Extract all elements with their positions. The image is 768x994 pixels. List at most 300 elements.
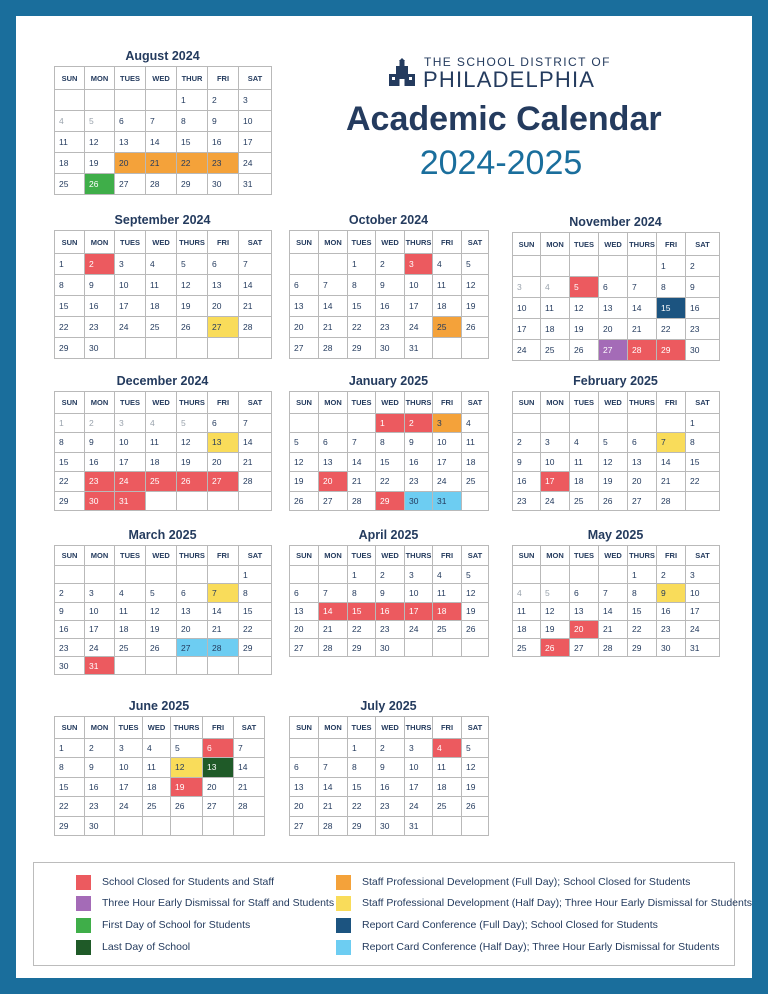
day-cell: 20: [290, 317, 319, 338]
weekday-header: WED: [599, 546, 628, 566]
weekday-header: THURS: [405, 717, 433, 739]
day-cell: 5: [146, 584, 177, 602]
weekday-header-row: [55, 546, 272, 566]
day-cell: 22: [348, 317, 376, 338]
day-cell: 13: [319, 452, 348, 472]
day-cell: 1: [55, 254, 85, 275]
day-cell: 29: [348, 638, 376, 656]
day-cell: 24: [115, 317, 146, 338]
legend: [33, 862, 753, 966]
weekday-header: FRI: [208, 67, 239, 90]
week-row: [55, 738, 265, 758]
day-cell: 5: [462, 738, 489, 758]
month-grid: [512, 545, 720, 657]
empty-day-cell: [115, 338, 146, 359]
weekday-header: FRI: [208, 546, 239, 566]
day-cell: 27: [177, 638, 208, 656]
empty-day-cell: [208, 657, 239, 675]
day-cell: 21: [348, 472, 376, 492]
empty-day-cell: [599, 256, 628, 277]
day-cell: 3: [85, 584, 115, 602]
day-cell: 5: [599, 433, 628, 453]
week-row: [290, 602, 489, 620]
day-cell: 7: [234, 738, 265, 758]
empty-day-cell: [657, 413, 686, 433]
day-cell: 5: [541, 584, 570, 602]
weekday-header: TUES: [570, 233, 599, 256]
day-cell: 4: [462, 413, 489, 433]
day-cell: 21: [319, 797, 348, 817]
day-cell: 17: [115, 452, 146, 472]
empty-day-cell: [115, 90, 146, 111]
weekday-header: MON: [85, 546, 115, 566]
day-cell: 11: [570, 452, 599, 472]
weekday-header-row: [55, 717, 265, 739]
month-grid: [289, 230, 489, 359]
day-cell: 22: [686, 472, 720, 492]
weekday-header-row: [290, 717, 489, 739]
week-row: [513, 319, 720, 340]
week-row: [513, 452, 720, 472]
day-cell: 28: [319, 338, 348, 359]
empty-day-cell: [462, 491, 489, 511]
weekday-header: TUES: [348, 231, 376, 254]
week-row: [55, 584, 272, 602]
weekday-header: TUES: [115, 717, 143, 739]
week-row: [55, 111, 272, 132]
day-cell: 12: [146, 602, 177, 620]
empty-day-cell: [513, 566, 541, 584]
day-cell: 14: [599, 602, 628, 620]
day-cell: 7: [146, 111, 177, 132]
day-cell: 16: [405, 452, 433, 472]
weekday-header: SAT: [462, 717, 489, 739]
day-cell: 2: [85, 413, 115, 433]
weekday-header: TUES: [348, 392, 376, 414]
week-row: [290, 620, 489, 638]
day-cell: 5: [462, 566, 489, 584]
week-row: [513, 472, 720, 492]
month-title: January 2025: [348, 374, 429, 388]
empty-day-cell: [348, 413, 376, 433]
day-cell: 15: [348, 296, 376, 317]
day-cell: 8: [348, 584, 376, 602]
day-cell: 18: [541, 319, 570, 340]
day-cell: 4: [146, 413, 177, 433]
weekday-header-row: [290, 546, 489, 566]
week-row: [55, 132, 272, 153]
week-row: [55, 816, 265, 836]
day-cell: 13: [208, 275, 239, 296]
month-grid: [54, 391, 272, 511]
weekday-header: SAT: [239, 546, 272, 566]
day-cell: 6: [208, 413, 239, 433]
weekday-header: SAT: [239, 392, 272, 414]
day-cell: 11: [143, 758, 171, 778]
day-cell: 26: [171, 797, 203, 817]
empty-day-cell: [290, 738, 319, 758]
empty-day-cell: [239, 491, 272, 511]
district-logo: [387, 55, 637, 95]
weekday-header: MON: [85, 67, 115, 90]
day-cell: 27: [208, 317, 239, 338]
legend-label: Staff Professional Development (Full Day); School Closed for Students: [362, 876, 691, 888]
day-cell: 20: [115, 153, 146, 174]
day-cell: 10: [239, 111, 272, 132]
day-cell: 16: [85, 452, 115, 472]
month-grid: [289, 391, 489, 511]
day-cell: 1: [239, 566, 272, 584]
empty-day-cell: [239, 657, 272, 675]
day-cell: 11: [115, 602, 146, 620]
day-cell: 12: [462, 758, 489, 778]
weekday-header-row: [513, 546, 720, 566]
day-cell: 2: [376, 738, 405, 758]
weekday-header: THUR: [177, 67, 208, 90]
day-cell: 6: [203, 738, 234, 758]
day-cell: 3: [405, 254, 433, 275]
empty-day-cell: [433, 638, 462, 656]
day-cell: 3: [239, 90, 272, 111]
empty-day-cell: [146, 338, 177, 359]
day-cell: 16: [85, 296, 115, 317]
day-cell: 22: [628, 620, 657, 638]
day-cell: 31: [115, 491, 146, 511]
day-cell: 23: [376, 797, 405, 817]
week-row: [290, 452, 489, 472]
day-cell: 25: [570, 491, 599, 511]
day-cell: 5: [462, 254, 489, 275]
day-cell: 26: [570, 340, 599, 361]
empty-day-cell: [570, 566, 599, 584]
weekday-header: THURS: [628, 392, 657, 414]
day-cell: 25: [541, 340, 570, 361]
weekday-header: THURS: [628, 546, 657, 566]
weekday-header: SAT: [239, 67, 272, 90]
day-cell: 8: [55, 433, 85, 453]
day-cell: 25: [143, 797, 171, 817]
day-cell: 22: [55, 317, 85, 338]
calendar-page: [16, 16, 752, 978]
day-cell: 19: [177, 296, 208, 317]
weekday-header: SUN: [290, 392, 319, 414]
day-cell: 10: [513, 298, 541, 319]
day-cell: 23: [85, 317, 115, 338]
day-cell: 10: [115, 275, 146, 296]
day-cell: 4: [146, 254, 177, 275]
day-cell: 10: [433, 433, 462, 453]
day-cell: 24: [115, 797, 143, 817]
weekday-header: SUN: [55, 546, 85, 566]
day-cell: 14: [146, 132, 177, 153]
day-cell: 5: [85, 111, 115, 132]
day-cell: 26: [462, 797, 489, 817]
week-row: [290, 777, 489, 797]
week-row: [55, 452, 272, 472]
empty-day-cell: [234, 816, 265, 836]
empty-day-cell: [239, 338, 272, 359]
empty-day-cell: [513, 413, 541, 433]
day-cell: 3: [405, 566, 433, 584]
day-cell: 13: [290, 777, 319, 797]
weekday-header: FRI: [208, 392, 239, 414]
week-row: [55, 472, 272, 492]
empty-day-cell: [115, 566, 146, 584]
month-grid: [54, 66, 272, 195]
legend-swatch: [76, 875, 91, 890]
day-cell: 30: [376, 816, 405, 836]
day-cell: 11: [462, 433, 489, 453]
week-row: [290, 758, 489, 778]
weekday-header: TUES: [570, 546, 599, 566]
day-cell: 9: [208, 111, 239, 132]
weekday-header: MON: [85, 231, 115, 254]
day-cell: 1: [177, 90, 208, 111]
day-cell: 25: [462, 472, 489, 492]
weekday-header: SUN: [55, 717, 85, 739]
day-cell: 1: [376, 413, 405, 433]
month-title: June 2025: [128, 699, 190, 713]
day-cell: 15: [686, 452, 720, 472]
week-row: [290, 816, 489, 836]
week-row: [55, 566, 272, 584]
month-title: February 2025: [573, 374, 658, 388]
day-cell: 22: [376, 472, 405, 492]
day-cell: 11: [433, 275, 462, 296]
day-cell: 3: [115, 413, 146, 433]
month-grid: [54, 716, 265, 836]
day-cell: 10: [686, 584, 720, 602]
day-cell: 18: [55, 153, 85, 174]
weekday-header: SUN: [513, 546, 541, 566]
day-cell: 22: [348, 620, 376, 638]
day-cell: 20: [203, 777, 234, 797]
weekday-header: THURS: [171, 717, 203, 739]
week-row: [55, 275, 272, 296]
day-cell: 16: [657, 602, 686, 620]
weekday-header: MON: [85, 392, 115, 414]
legend-label: School Closed for Students and Staff: [102, 876, 274, 888]
day-cell: 5: [177, 254, 208, 275]
day-cell: 29: [628, 638, 657, 656]
month-title: November 2024: [569, 215, 662, 229]
day-cell: 12: [290, 452, 319, 472]
weekday-header: TUES: [570, 392, 599, 414]
day-cell: 19: [462, 296, 489, 317]
day-cell: 12: [570, 298, 599, 319]
day-cell: 9: [376, 758, 405, 778]
day-cell: 22: [239, 620, 272, 638]
empty-day-cell: [686, 491, 720, 511]
day-cell: 30: [376, 638, 405, 656]
day-cell: 26: [177, 472, 208, 492]
day-cell: 2: [405, 413, 433, 433]
weekday-header: WED: [146, 231, 177, 254]
day-cell: 14: [239, 275, 272, 296]
month-grid: [512, 391, 720, 511]
day-cell: 25: [433, 317, 462, 338]
legend-label: First Day of School for Students: [102, 919, 251, 931]
day-cell: 10: [405, 584, 433, 602]
week-row: [290, 296, 489, 317]
day-cell: 27: [599, 340, 628, 361]
legend-label: Last Day of School: [102, 941, 191, 953]
logo-line-2: PHILADELPHIA: [423, 67, 596, 92]
weekday-header: WED: [376, 717, 405, 739]
weekday-header: SAT: [462, 231, 489, 254]
day-cell: 22: [657, 319, 686, 340]
day-cell: 8: [657, 277, 686, 298]
week-row: [513, 413, 720, 433]
day-cell: 10: [85, 602, 115, 620]
day-cell: 19: [541, 620, 570, 638]
day-cell: 12: [462, 584, 489, 602]
day-cell: 29: [239, 638, 272, 656]
day-cell: 3: [115, 254, 146, 275]
day-cell: 12: [177, 275, 208, 296]
day-cell: 12: [171, 758, 203, 778]
empty-day-cell: [208, 566, 239, 584]
legend-swatch: [336, 940, 351, 955]
day-cell: 20: [290, 797, 319, 817]
day-cell: 4: [55, 111, 85, 132]
weekday-header: MON: [319, 546, 348, 566]
month-grid: [289, 716, 489, 836]
day-cell: 1: [55, 738, 85, 758]
day-cell: 14: [628, 298, 657, 319]
week-row: [55, 153, 272, 174]
weekday-header: WED: [599, 233, 628, 256]
month-title: August 2024: [125, 49, 200, 63]
week-row: [513, 277, 720, 298]
week-row: [513, 620, 720, 638]
day-cell: 8: [348, 758, 376, 778]
day-cell: 3: [686, 566, 720, 584]
day-cell: 31: [405, 338, 433, 359]
legend-label: Three Hour Early Dismissal for Staff and Students: [102, 897, 335, 909]
week-row: [55, 777, 265, 797]
day-cell: 31: [405, 816, 433, 836]
day-cell: 4: [570, 433, 599, 453]
day-cell: 23: [85, 797, 115, 817]
weekday-header: SAT: [462, 546, 489, 566]
day-cell: 7: [239, 413, 272, 433]
day-cell: 4: [433, 738, 462, 758]
day-cell: 21: [239, 452, 272, 472]
day-cell: 19: [570, 319, 599, 340]
week-row: [290, 797, 489, 817]
weekday-header: FRI: [208, 231, 239, 254]
empty-day-cell: [203, 816, 234, 836]
day-cell: 24: [115, 472, 146, 492]
empty-day-cell: [462, 338, 489, 359]
day-cell: 1: [348, 566, 376, 584]
day-cell: 8: [239, 584, 272, 602]
weekday-header: THURS: [405, 392, 433, 414]
weekday-header: SUN: [513, 392, 541, 414]
day-cell: 29: [55, 338, 85, 359]
day-cell: 15: [55, 296, 85, 317]
empty-day-cell: [85, 90, 115, 111]
legend-label: Staff Professional Development (Half Day); Three Hour Early Dismissal for Students: [362, 897, 753, 909]
day-cell: 2: [513, 433, 541, 453]
week-row: [55, 174, 272, 195]
day-cell: 18: [115, 620, 146, 638]
day-cell: 9: [376, 584, 405, 602]
empty-day-cell: [177, 566, 208, 584]
day-cell: 1: [686, 413, 720, 433]
week-row: [290, 566, 489, 584]
empty-day-cell: [85, 566, 115, 584]
day-cell: 20: [570, 620, 599, 638]
weekday-header: SAT: [239, 231, 272, 254]
day-cell: 6: [115, 111, 146, 132]
day-cell: 26: [462, 620, 489, 638]
empty-day-cell: [208, 491, 239, 511]
empty-day-cell: [319, 254, 348, 275]
day-cell: 5: [177, 413, 208, 433]
day-cell: 24: [686, 620, 720, 638]
week-row: [55, 797, 265, 817]
day-cell: 23: [85, 472, 115, 492]
day-cell: 20: [177, 620, 208, 638]
day-cell: 20: [628, 472, 657, 492]
weekday-header: FRI: [433, 717, 462, 739]
weekday-header: WED: [143, 717, 171, 739]
day-cell: 14: [657, 452, 686, 472]
day-cell: 2: [657, 566, 686, 584]
day-cell: 28: [239, 472, 272, 492]
weekday-header: THURS: [405, 231, 433, 254]
day-cell: 5: [171, 738, 203, 758]
day-cell: 30: [376, 338, 405, 359]
week-row: [513, 566, 720, 584]
legend-swatch: [336, 875, 351, 890]
day-cell: 15: [177, 132, 208, 153]
week-row: [290, 584, 489, 602]
day-cell: 16: [208, 132, 239, 153]
day-cell: 11: [146, 275, 177, 296]
weekday-header: MON: [541, 392, 570, 414]
day-cell: 15: [628, 602, 657, 620]
day-cell: 7: [319, 758, 348, 778]
day-cell: 28: [599, 638, 628, 656]
day-cell: 2: [376, 566, 405, 584]
day-cell: 7: [208, 584, 239, 602]
weekday-header: MON: [319, 231, 348, 254]
day-cell: 25: [55, 174, 85, 195]
day-cell: 24: [541, 491, 570, 511]
day-cell: 23: [376, 620, 405, 638]
day-cell: 29: [348, 338, 376, 359]
weekday-header: SUN: [55, 231, 85, 254]
month-title: September 2024: [114, 213, 211, 227]
day-cell: 21: [599, 620, 628, 638]
weekday-header: FRI: [433, 546, 462, 566]
week-row: [290, 433, 489, 453]
day-cell: 13: [203, 758, 234, 778]
month-title: July 2025: [360, 699, 417, 713]
day-cell: 25: [146, 317, 177, 338]
weekday-header: FRI: [203, 717, 234, 739]
school-building-icon: [387, 58, 417, 88]
day-cell: 9: [376, 275, 405, 296]
day-cell: 17: [686, 602, 720, 620]
day-cell: 24: [405, 797, 433, 817]
day-cell: 24: [405, 317, 433, 338]
day-cell: 10: [405, 275, 433, 296]
month-title: March 2025: [128, 528, 197, 542]
